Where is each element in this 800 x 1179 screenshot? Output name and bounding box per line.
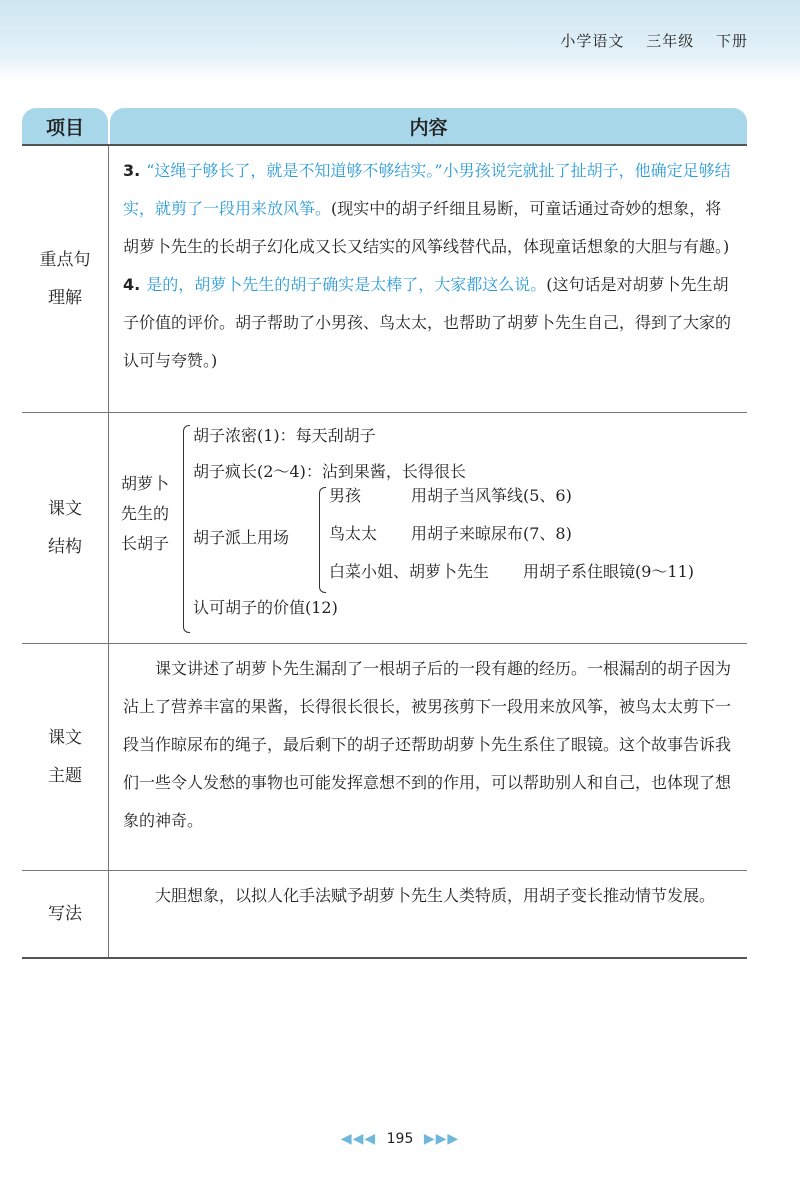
page-header [544, 30, 748, 51]
page-footer [0, 1131, 800, 1147]
row-content [109, 146, 747, 412]
structure-diagram [117, 417, 739, 635]
key-sentence-4: 4. 是的，胡萝卜先生的胡子确实是太棒了，大家都这么说。(这句话是对胡萝卜先生胡子价值的评价。胡子帮助了小男孩、鸟太太，也帮助了胡萝卜先生自己，得到了大家的认可与夸赞。) [123, 275, 732, 370]
row-label: 写法 [22, 871, 109, 957]
next-arrows-icon: ▶▶▶ [423, 1131, 460, 1147]
header-grade: 三年级 [646, 32, 695, 50]
quote-text: “这绳子够长了，就是不知道够不够结实。”小男孩说完就扯了扯胡子，他确定足够结实，就剪了一段用来放风筝。 [123, 161, 731, 218]
row-label: 课文 结构 [22, 413, 109, 643]
branch-1: 胡子浓密(1)：每天刮胡子 [193, 426, 376, 445]
quote-text: 是的，胡萝卜先生的胡子确实是太棒了，大家都这么说。 [146, 275, 547, 294]
structure-root: 胡萝卜 先生的 长胡子 [121, 474, 170, 553]
branch-3: 胡子派上用场 [193, 528, 290, 547]
row-label: 重点句 理解 [22, 146, 109, 412]
header-col-item: 项目 [22, 108, 108, 144]
row-content [109, 644, 747, 870]
sub-branch-who: 白菜小姐、胡萝卜先生 [329, 562, 490, 581]
main-brace [183, 425, 190, 633]
header-subject: 小学语文 [560, 32, 625, 50]
key-sentence-3: 3. “这绳子够长了，就是不知道够不够结实。”小男孩说完就扯了扯胡子，他确定足够结实，就剪了一段用来放风筝。(现实中的胡子纤细且易断，可童话通过奇妙的想象，将胡萝卜先生的长胡子幻化成又长又结实的风筝线替代品，体现童话想象的大胆与有趣。) [123, 161, 731, 256]
table-row-writing [22, 871, 747, 957]
branch-2: 胡子疯长(2～4)：沾到果酱，长得很长 [193, 462, 466, 481]
page-number: 195 [386, 1131, 414, 1147]
table-row-key-sentences [22, 146, 747, 413]
table-row-structure [22, 413, 747, 644]
row-content [109, 871, 747, 957]
row-label: 课文 主题 [22, 644, 109, 870]
table-header [22, 108, 747, 144]
prev-arrows-icon: ◀◀◀ [340, 1131, 377, 1147]
summary-table [22, 144, 747, 959]
sub-branch-use: 用胡子来晾尿布(7、8) [411, 524, 572, 543]
row-content [109, 413, 747, 643]
theme-text: 课文讲述了胡萝卜先生漏刮了一根胡子后的一段有趣的经历。一根漏刮的胡子因为沾上了营养丰富的果酱，长得很长很长，被男孩剪下一段用来放风筝，被鸟太太剪下一段当作晾尿布的绳子，最后剩下的胡子还帮助胡萝卜先生系住了眼镜。这个故事告诉我们一些令人发愁的事物也可能发挥意想不到的作用，可以帮助别人和自己，也体现了想象的神奇。 [123, 659, 732, 830]
header-col-content: 内容 [110, 108, 747, 144]
header-volume: 下册 [715, 32, 748, 50]
sub-branch-use: 用胡子系住眼镜(9～11) [523, 562, 695, 581]
writing-text: 大胆想象，以拟人化手法赋予胡萝卜先生人类特质，用胡子变长推动情节发展。 [155, 886, 716, 905]
note-text: (现实中的胡子纤细且易断，可童话通过奇妙的想象，将胡萝卜先生的长胡子幻化成又长又结实的风筝线替代品，体现童话想象的大胆与有趣。) [123, 199, 730, 256]
note-text: (这句话是对胡萝卜先生胡子价值的评价。胡子帮助了小男孩、鸟太太，也帮助了胡萝卜先生自己，得到了大家的认可与夸赞。) [123, 275, 732, 370]
table-row-theme [22, 644, 747, 871]
sub-brace [319, 487, 326, 593]
sub-branch-use: 用胡子当风筝线(5、6) [411, 486, 572, 505]
sub-branch-who: 男孩 [329, 486, 362, 505]
branch-4: 认可胡子的价值(12) [193, 598, 338, 617]
sub-branch-who: 鸟太太 [329, 524, 378, 543]
